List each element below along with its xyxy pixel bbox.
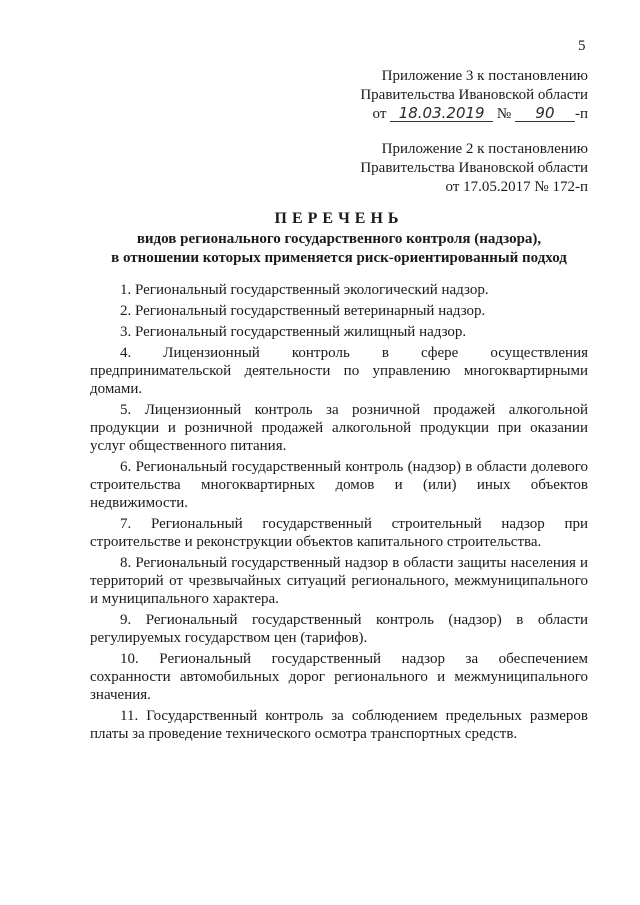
appendix-previous-line1: Приложение 2 к постановлению (381, 141, 588, 157)
list-item: 7. Региональный государственный строительный надзор при строительстве и реконструкции объектов капитального строительства. (90, 516, 588, 550)
number-suffix: -п (574, 106, 588, 122)
appendix-current-line1: Приложение 3 к постановлению (381, 68, 588, 84)
appendix-current-date-line (300, 105, 588, 124)
list-item: 9. Региональный государственный контроль (надзор) в области регулируемых государством цен (тарифов). (90, 612, 588, 646)
list-item: 1. Региональный государственный экологический надзор. (120, 282, 489, 298)
list-item: 8. Региональный государственный надзор в области защиты населения и территорий от чрезвычайных ситуаций регионального, межмуниципального и муниципального характера. (90, 555, 588, 607)
list-item: 6. Региональный государственный контроль (надзор) в области долевого строительства многоквартирных домов и (или) иных объектов недвижимости. (90, 459, 588, 511)
title-line2: видов регионального государственного контроля (надзора), (136, 231, 542, 247)
list-item: 10. Региональный государственный надзор за обеспечением сохранности автомобильных дорог регионального и межмуниципального значения. (90, 651, 588, 703)
appendix-previous (300, 140, 588, 197)
page-number: 5 (578, 38, 586, 54)
handwritten-number: 90 (515, 106, 575, 122)
from-prefix: от (372, 106, 387, 122)
list-item: 4. Лицензионный контроль в сфере осуществления предпринимательской деятельности по управлению многоквартирными домами. (90, 345, 588, 397)
number-sign: № (496, 106, 512, 122)
title-line3: в отношении которых применяется риск-ориентированный подход (111, 250, 567, 266)
appendix-previous-line2: Правительства Ивановской области (360, 160, 588, 176)
list-item: 3. Региональный государственный жилищный надзор. (120, 324, 467, 340)
title-main: ПЕРЕЧЕНЬ (274, 210, 404, 227)
list-item: 11. Государственный контроль за соблюдением предельных размеров платы за проведение технического осмотра транспортных средств. (90, 708, 588, 742)
appendix-current-line2: Правительства Ивановской области (360, 87, 588, 103)
appendix-previous-line3: от 17.05.2017 № 172-п (445, 179, 588, 195)
handwritten-date: 18.03.2019 (390, 106, 493, 122)
control-types-list (90, 281, 588, 746)
appendix-current (300, 67, 588, 124)
list-item: 2. Региональный государственный ветеринарный надзор. (120, 303, 486, 319)
list-item: 5. Лицензионный контроль за розничной продажей алкогольной продукции и розничной продажей алкогольной продукции при оказании услуг общественного питания. (90, 402, 588, 454)
document-title (90, 209, 588, 268)
